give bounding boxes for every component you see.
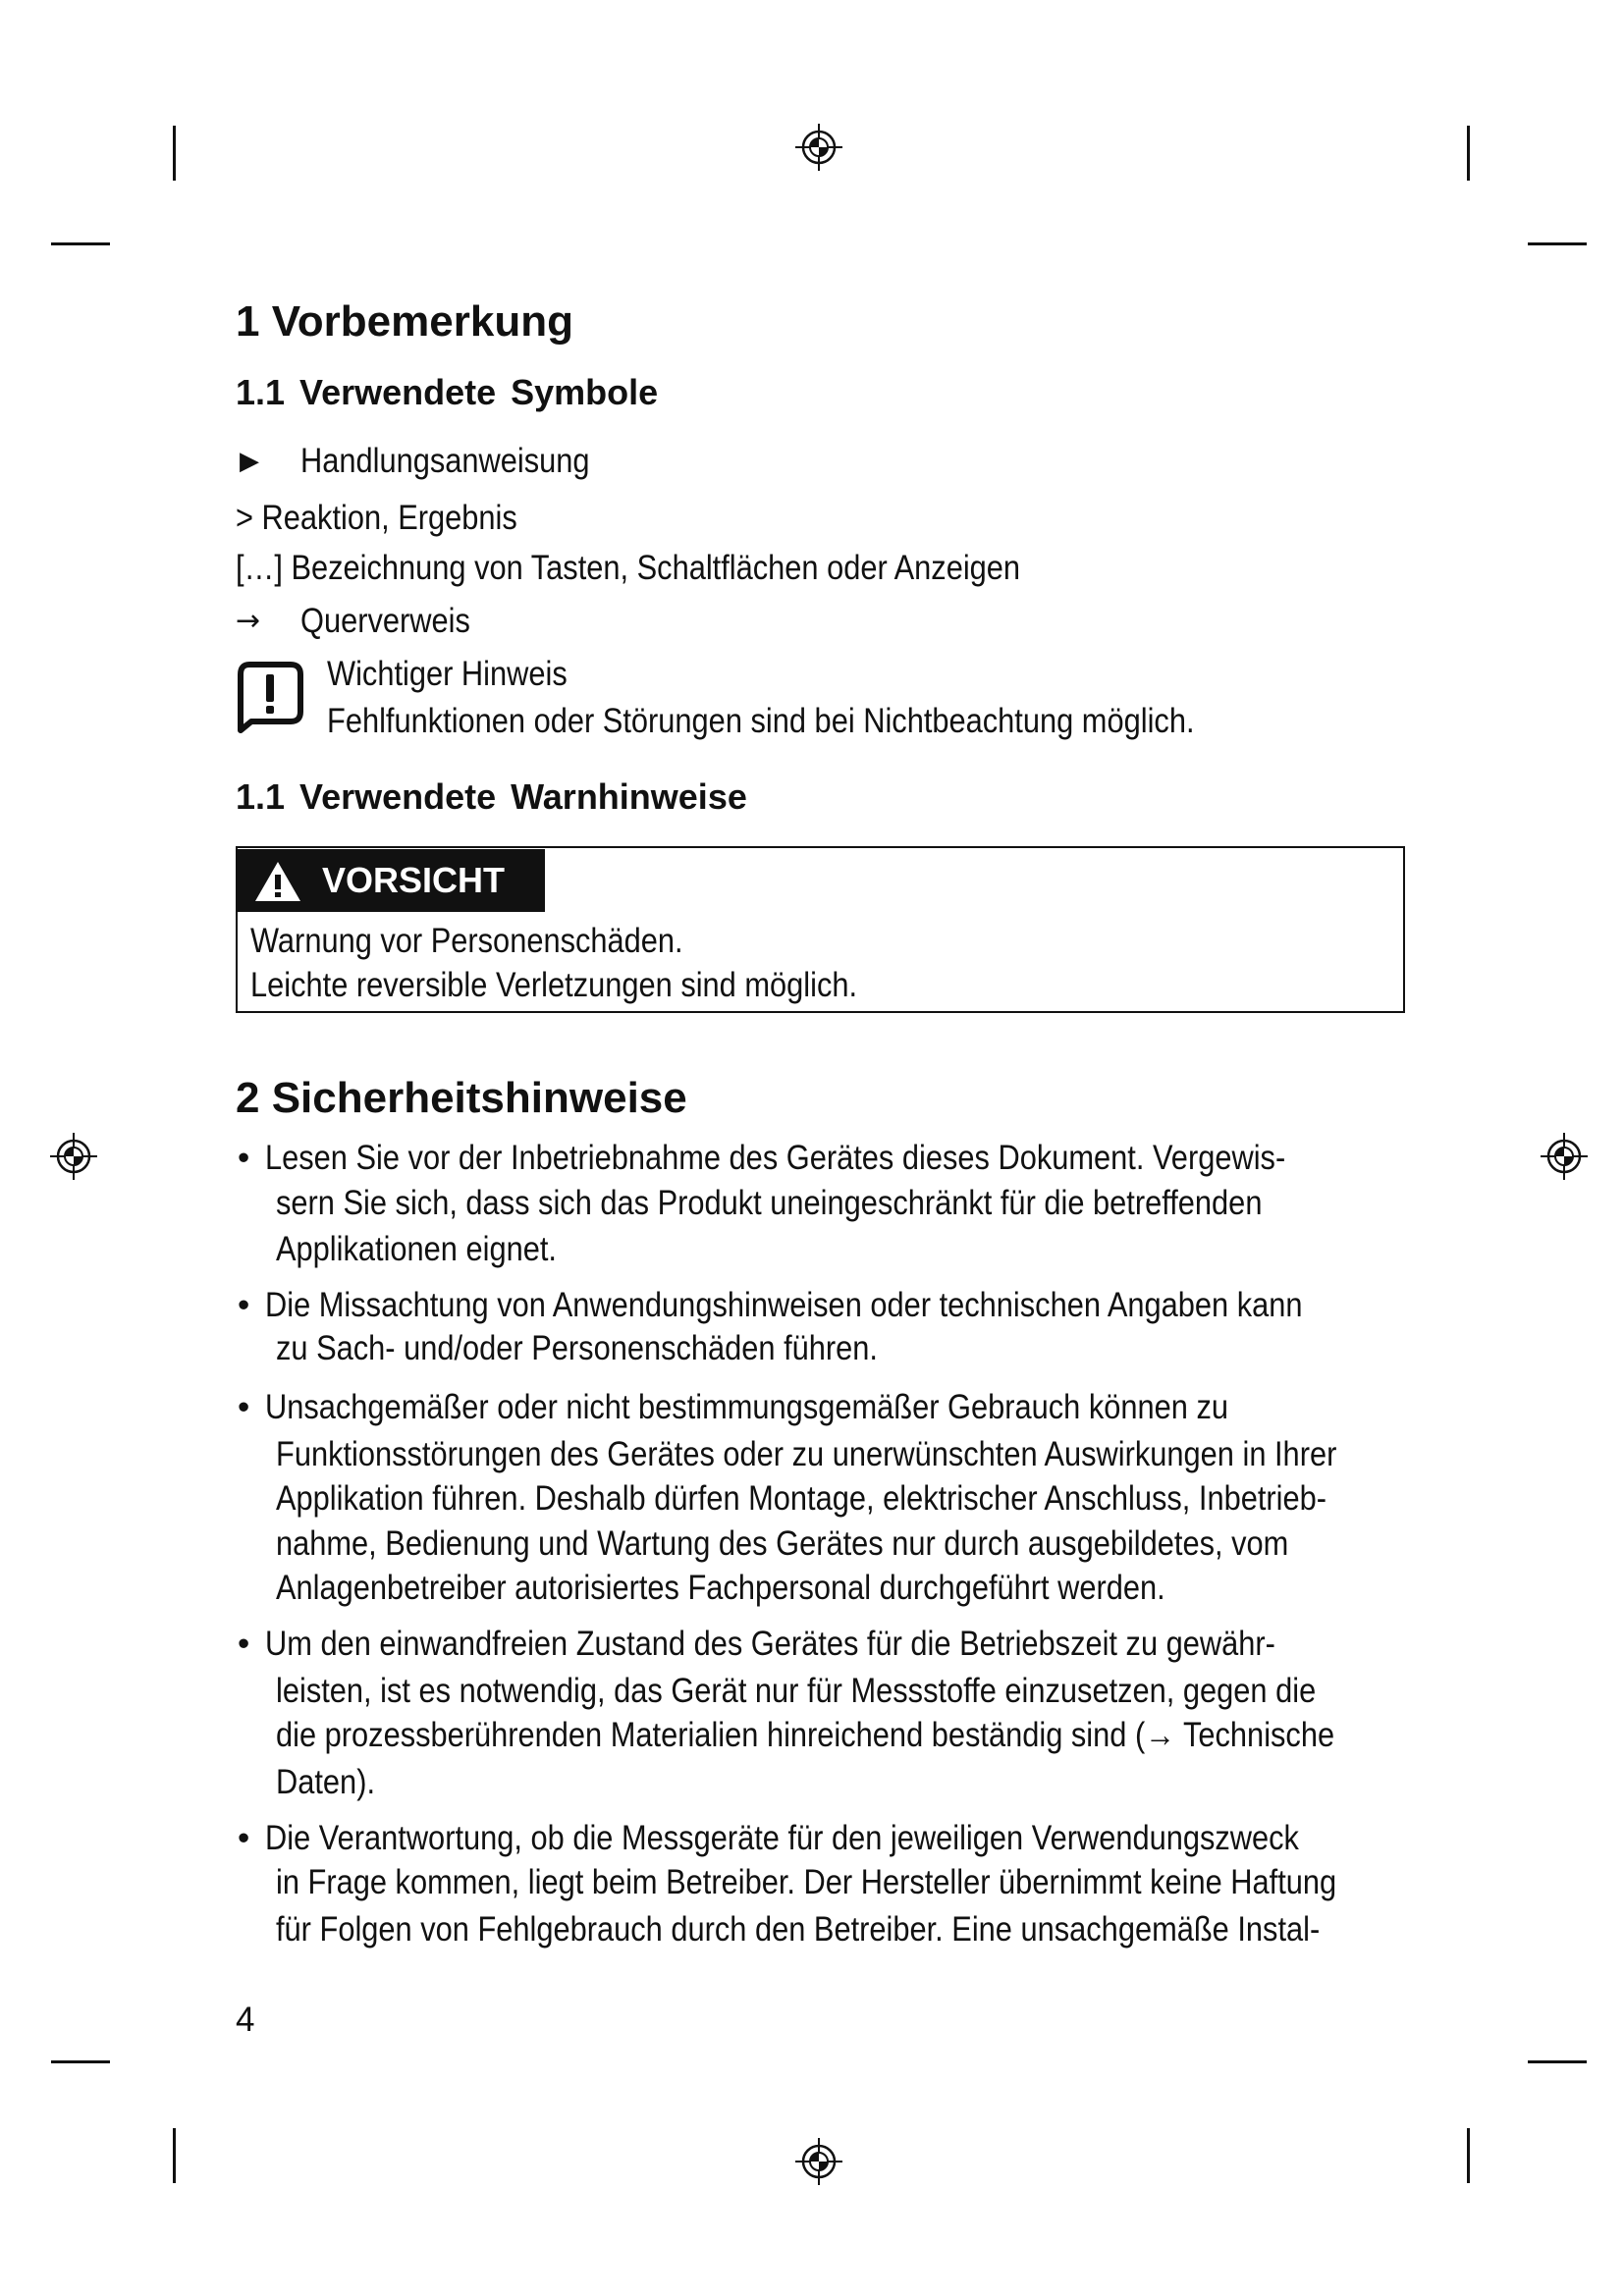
list-item-line: Anlagenbetreiber autorisiertes Fachpersonal durchgeführt werden. bbox=[276, 1569, 1165, 1607]
reaction-text: > Reaktion, Ergebnis bbox=[236, 499, 517, 537]
warning-label-text: VORSICHT bbox=[322, 860, 506, 900]
list-item-line: nahme, Bedienung und Wartung des Gerätes nur durch ausgebildetes, vom bbox=[276, 1524, 1289, 1563]
cross-reference-arrow-icon: → bbox=[236, 604, 261, 638]
list-item-line: Applikationen eignet. bbox=[276, 1230, 557, 1268]
crop-mark-top-left-vertical bbox=[173, 126, 176, 181]
registration-mark-icon bbox=[1540, 1132, 1589, 1181]
list-item-line: zu Sach- und/oder Personenschäden führen. bbox=[276, 1329, 879, 1367]
crop-mark-bottom-left-vertical bbox=[173, 2128, 176, 2183]
crop-mark-top-right-vertical bbox=[1467, 126, 1470, 181]
page-number: 4 bbox=[236, 2001, 255, 2039]
warning-triangle-icon bbox=[253, 860, 302, 903]
warnings-heading: 1.1 Verwendete Warnhinweise bbox=[236, 776, 747, 817]
list-item-line: Applikation führen. Deshalb dürfen Montage, elektrischer Anschluss, Inbetrieb- bbox=[276, 1479, 1327, 1518]
symbols-heading: 1.1 Verwendete Symbole bbox=[236, 372, 659, 412]
list-item-line: Daten). bbox=[276, 1763, 376, 1801]
list-item-line: für Folgen von Fehlgebrauch durch den Betreiber. Eine unsachgemäße Instal- bbox=[276, 1910, 1321, 1949]
bullet-glyph: • bbox=[238, 1388, 250, 1426]
section-2-heading: 2 Sicherheitshinweise bbox=[236, 1074, 687, 1122]
bullet-glyph: • bbox=[238, 1819, 250, 1857]
list-item-line: Lesen Sie vor der Inbetriebnahme des Gerätes dieses Dokument. Vergewis- bbox=[265, 1139, 1286, 1177]
list-item-line: die prozessberührenden Materialien hinreichend beständig sind (→ Technische bbox=[276, 1716, 1335, 1754]
crop-mark-bottom-left-horizontal bbox=[51, 2060, 110, 2063]
warning-line: Leichte reversible Verletzungen sind möglich. bbox=[250, 966, 858, 1004]
list-item-line: Die Verantwortung, ob die Messgeräte für den jeweiligen Verwendungszweck bbox=[265, 1819, 1299, 1857]
warning-label bbox=[238, 849, 545, 912]
list-item-line: leisten, ist es notwendig, das Gerät nur für Messstoffe einzusetzen, gegen die bbox=[276, 1672, 1317, 1710]
registration-mark-icon bbox=[49, 1132, 98, 1181]
bullet-glyph: • bbox=[238, 1139, 250, 1177]
section-1-heading: 1 Vorbemerkung bbox=[236, 297, 573, 346]
bullet-glyph: • bbox=[238, 1625, 250, 1663]
keys-text: […] Bezeichnung von Tasten, Schaltflächen oder Anzeigen bbox=[236, 549, 1021, 587]
bullet-glyph: • bbox=[238, 1286, 250, 1324]
important-note-icon bbox=[236, 661, 304, 733]
note-text: Fehlfunktionen oder Störungen sind bei Nichtbeachtung möglich. bbox=[327, 702, 1195, 740]
list-item-line: in Frage kommen, liegt beim Betreiber. Der Hersteller übernimmt keine Haftung bbox=[276, 1863, 1337, 1901]
note-title: Wichtiger Hinweis bbox=[327, 655, 568, 693]
list-item-line: sern Sie sich, dass sich das Produkt uneingeschränkt für die betreffenden bbox=[276, 1184, 1263, 1222]
crop-mark-bottom-right-horizontal bbox=[1528, 2060, 1587, 2063]
registration-mark-icon bbox=[794, 123, 843, 172]
instruction-text: Handlungsanweisung bbox=[300, 442, 590, 480]
list-item-line: Unsachgemäßer oder nicht bestimmungsgemäßer Gebrauch können zu bbox=[265, 1388, 1228, 1426]
list-item-line: Funktionsstörungen des Gerätes oder zu unerwünschten Auswirkungen in Ihrer bbox=[276, 1435, 1337, 1473]
crop-mark-top-left-horizontal bbox=[51, 242, 110, 245]
warning-box bbox=[236, 846, 1405, 1013]
list-item-line: Die Missachtung von Anwendungshinweisen oder technischen Angaben kann bbox=[265, 1286, 1303, 1324]
crop-mark-bottom-right-vertical bbox=[1467, 2128, 1470, 2183]
registration-mark-icon bbox=[794, 2137, 843, 2186]
cross-reference-text: Querverweis bbox=[300, 602, 470, 640]
crop-mark-top-right-horizontal bbox=[1528, 242, 1587, 245]
warning-line: Warnung vor Personenschäden. bbox=[250, 922, 683, 960]
list-item-line: Um den einwandfreien Zustand des Gerätes für die Betriebszeit zu gewähr- bbox=[265, 1625, 1275, 1663]
instruction-triangle-icon: ▶ bbox=[240, 447, 259, 476]
